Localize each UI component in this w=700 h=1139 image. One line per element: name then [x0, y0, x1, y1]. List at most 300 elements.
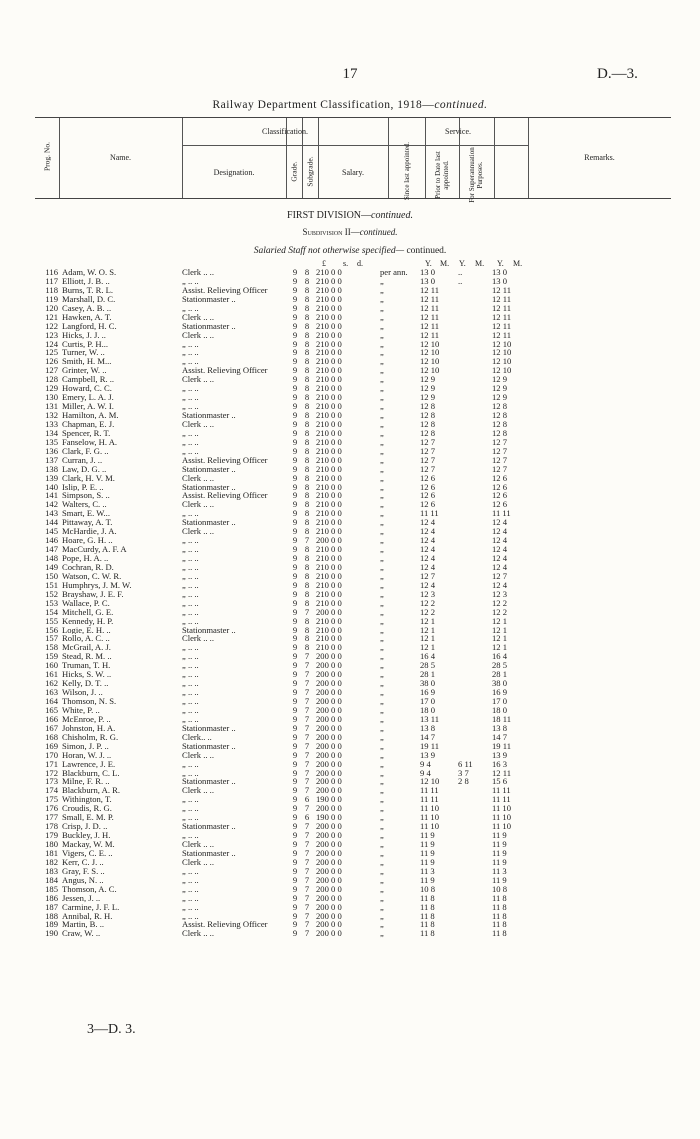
cell-designation: Clerk .. .. — [182, 634, 214, 644]
cell-service-superannuation: 12 7 — [492, 570, 508, 581]
cell-grade: 9 — [292, 892, 298, 903]
cell-designation: Assist. Relieving Officer — [182, 920, 268, 930]
cell-salary-period: „ — [380, 410, 384, 420]
cell-subgrade: 7 — [304, 758, 310, 769]
staff-heading — [0, 246, 700, 256]
cell-service-since-last: 12 7 — [420, 463, 436, 474]
cell-salary: 210 0 0 — [316, 311, 342, 322]
cell-grade: 9 — [292, 856, 298, 867]
cell-service-superannuation: 11 10 — [492, 803, 512, 814]
cell-designation: Stationmaster .. — [182, 518, 236, 528]
cell-name: Rollo, A. C. .. — [62, 634, 110, 644]
cell-salary: 200 0 0 — [316, 830, 342, 841]
cell-subgrade: 8 — [304, 544, 310, 555]
table-row — [0, 590, 700, 599]
cell-name: Pope, H. A. .. — [62, 554, 109, 563]
cell-prog-no: 156 — [45, 624, 58, 635]
cell-salary: 200 0 0 — [316, 687, 342, 698]
cell-designation: „ .. .. — [182, 446, 199, 456]
cell-prog-no: 125 — [45, 347, 58, 358]
cell-designation: „ .. .. — [182, 768, 199, 778]
cell-subgrade: 8 — [304, 383, 310, 394]
cell-name: Emery, L. A. J. — [62, 393, 114, 403]
cell-designation: „ .. .. — [182, 536, 199, 546]
cell-subgrade: 8 — [304, 338, 310, 349]
cell-prog-no: 167 — [45, 722, 58, 733]
cell-name: Small, E. M. P. — [62, 813, 114, 823]
cell-grade: 9 — [292, 445, 298, 456]
cell-designation: „ .. .. — [182, 580, 199, 590]
cell-name: Simon, J. P. .. — [62, 741, 109, 751]
cell-designation: Clerk .. .. — [182, 500, 214, 510]
cell-service-superannuation: 12 7 — [492, 463, 508, 474]
cell-name: Elliott, J. B. .. — [62, 276, 110, 286]
cell-designation: Assist. Relieving Officer — [182, 455, 268, 465]
cell-subgrade: 8 — [304, 320, 310, 331]
cell-service-superannuation: 11 8 — [492, 892, 507, 903]
cell-salary: 210 0 0 — [316, 472, 342, 483]
table-row — [0, 885, 700, 894]
cell-name: Curran, J. .. — [62, 455, 103, 465]
cell-service-since-last: 11 8 — [420, 892, 435, 903]
cell-subgrade: 7 — [304, 821, 310, 832]
table-row — [0, 786, 700, 795]
cell-salary: 210 0 0 — [316, 347, 342, 358]
cell-grade: 9 — [292, 928, 298, 939]
cell-salary: 190 0 0 — [316, 812, 342, 823]
cell-salary-period: „ — [380, 794, 384, 805]
cell-salary: 210 0 0 — [316, 267, 342, 277]
cell-salary-period: „ — [380, 454, 384, 465]
cell-designation: „ .. .. — [182, 866, 199, 876]
cell-salary-period: „ — [380, 338, 384, 349]
cell-service-since-last: 12 1 — [420, 615, 436, 626]
cell-service-since-last: 12 8 — [420, 401, 436, 412]
header-remarks: Remarks. — [584, 153, 615, 162]
cell-service-superannuation: 12 8 — [492, 401, 508, 412]
cell-prog-no: 135 — [45, 436, 58, 447]
cell-subgrade: 7 — [304, 749, 310, 760]
cell-name: Annibal, R. H. — [62, 911, 113, 921]
cell-designation: „ .. .. — [182, 670, 199, 680]
cell-service-since-last: 13 9 — [420, 749, 436, 760]
cell-service-superannuation: 12 4 — [492, 544, 508, 555]
cell-name: Kelly, D. T. .. — [62, 679, 109, 689]
cell-prog-no: 119 — [45, 293, 58, 304]
cell-name: Horan, W. J. .. — [62, 750, 112, 760]
cell-grade: 9 — [292, 499, 298, 510]
cell-designation: Stationmaster .. — [182, 464, 236, 474]
cell-salary-period: per ann. — [380, 267, 408, 277]
cell-name: Croudis, R. G. — [62, 804, 112, 814]
cell-salary-period: „ — [380, 499, 384, 510]
table-row — [0, 313, 700, 322]
page-number: 17 — [342, 66, 358, 82]
cell-prog-no: 177 — [45, 812, 58, 823]
cell-subgrade: 7 — [304, 678, 310, 689]
cell-prog-no: 163 — [45, 687, 58, 698]
cell-designation: „ .. .. — [182, 831, 199, 841]
cell-subgrade: 7 — [304, 767, 310, 778]
cell-grade: 9 — [292, 436, 298, 447]
cell-salary-period: „ — [380, 812, 384, 823]
cell-subgrade: 8 — [304, 267, 310, 277]
cell-service-superannuation: 12 11 — [492, 320, 512, 331]
cell-prog-no: 144 — [45, 517, 58, 528]
cell-name: Campbell, R. .. — [62, 375, 115, 385]
cell-designation: Stationmaster .. — [182, 482, 236, 492]
table-row — [0, 599, 700, 608]
table-row — [0, 688, 700, 697]
cell-subgrade: 8 — [304, 561, 310, 572]
cell-prog-no: 182 — [45, 856, 58, 867]
division-heading — [0, 210, 700, 221]
cell-prog-no: 175 — [45, 794, 58, 805]
cell-subgrade: 7 — [304, 803, 310, 814]
cell-salary-period: „ — [380, 302, 384, 313]
cell-service-since-last: 28 5 — [420, 660, 436, 671]
cell-name: Miller, A. W. I. — [62, 402, 114, 412]
cell-designation: „ .. .. — [182, 509, 199, 519]
cell-name: MacCurdy, A. F. A — [62, 545, 127, 555]
cell-service-superannuation: 11 9 — [492, 874, 507, 885]
cell-service-since-last: 12 4 — [420, 535, 436, 546]
cell-subgrade: 7 — [304, 892, 310, 903]
cell-salary-period: „ — [380, 374, 384, 385]
cell-name: Hoare, G. H. .. — [62, 536, 113, 546]
cell-subgrade: 8 — [304, 293, 310, 304]
cell-salary: 210 0 0 — [316, 597, 342, 608]
cell-salary-period: „ — [380, 311, 384, 322]
cell-service-superannuation: 11 9 — [492, 847, 507, 858]
table-row — [0, 295, 700, 304]
cell-name: Spencer, R. T. — [62, 428, 111, 438]
cell-salary: 210 0 0 — [316, 570, 342, 581]
cell-name: Withington, T. — [62, 795, 112, 805]
cell-subgrade: 8 — [304, 427, 310, 438]
cell-prog-no: 145 — [45, 526, 58, 537]
table-row — [0, 500, 700, 509]
cell-subgrade: 8 — [304, 284, 310, 295]
cell-service-superannuation: 38 0 — [492, 678, 508, 689]
cell-service-superannuation: 11 10 — [492, 812, 512, 823]
cell-grade: 9 — [292, 561, 298, 572]
cell-salary-period: „ — [380, 517, 384, 528]
header-salary: Salary. — [342, 168, 364, 177]
cell-service-superannuation: 12 11 — [492, 767, 512, 778]
cell-salary: 200 0 0 — [316, 901, 342, 912]
cell-grade: 9 — [292, 517, 298, 528]
cell-service-since-last: 16 9 — [420, 687, 436, 698]
cell-subgrade: 8 — [304, 347, 310, 358]
cell-name: Thomson, A. C. — [62, 884, 117, 894]
cell-prog-no: 155 — [45, 615, 58, 626]
cell-service-since-last: 11 8 — [420, 901, 435, 912]
cell-designation: „ .. .. — [182, 384, 199, 394]
cell-subgrade: 7 — [304, 910, 310, 921]
cell-service-superannuation: 11 9 — [492, 830, 507, 841]
cell-designation: „ .. .. — [182, 428, 199, 438]
cell-subgrade: 8 — [304, 499, 310, 510]
cell-subgrade: 7 — [304, 919, 310, 930]
unit-pound: £ — [322, 259, 326, 268]
cell-grade: 9 — [292, 418, 298, 429]
cell-grade: 9 — [292, 678, 298, 689]
table-row — [0, 634, 700, 643]
cell-salary-period: „ — [380, 865, 384, 876]
cell-name: Smith, H. M... — [62, 357, 112, 367]
cell-designation: „ .. .. — [182, 893, 199, 903]
cell-name: Thomson, N. S. — [62, 697, 117, 706]
cell-service-since-last: 11 9 — [420, 847, 435, 858]
cell-subgrade: 7 — [304, 883, 310, 894]
cell-salary: 210 0 0 — [316, 427, 342, 438]
cell-salary: 200 0 0 — [316, 839, 342, 849]
cell-name: Jessen, J. .. — [62, 893, 101, 903]
unit-months-since: M. — [440, 259, 450, 268]
cell-name: Clark, H. V. M. — [62, 473, 115, 483]
cell-service-since-last: 14 7 — [420, 731, 436, 742]
cell-service-superannuation: 12 9 — [492, 374, 508, 385]
cell-salary-period: „ — [380, 713, 384, 724]
cell-salary-period: „ — [380, 293, 384, 304]
cell-name: Hicks, J. J. .. — [62, 330, 106, 340]
cell-prog-no: 132 — [45, 410, 58, 420]
cell-grade: 9 — [292, 356, 298, 367]
cell-salary: 200 0 0 — [316, 535, 342, 546]
cell-service-superannuation: 16 9 — [492, 687, 508, 698]
cell-designation: Clerk .. .. — [182, 268, 214, 277]
cell-service-superannuation: 12 11 — [492, 329, 512, 340]
table-row — [0, 581, 700, 590]
cell-name: McHardie, J. A. — [62, 527, 117, 537]
document-id: D.—3. — [597, 66, 638, 82]
cell-designation: „ .. .. — [182, 276, 199, 286]
cell-salary: 210 0 0 — [316, 526, 342, 537]
cell-name: Chapman, E. J. — [62, 419, 115, 429]
table-row — [0, 331, 700, 340]
cell-salary: 210 0 0 — [316, 615, 342, 626]
cell-service-since-last: 11 11 — [420, 785, 439, 796]
cell-grade: 9 — [292, 329, 298, 340]
cell-service-since-last: 12 1 — [420, 642, 436, 653]
cell-service-since-last: 13 0 — [420, 267, 436, 277]
cell-designation: „ .. .. — [182, 357, 199, 367]
cell-grade: 9 — [292, 883, 298, 894]
unit-shillings: s. — [343, 259, 349, 268]
cell-subgrade: 7 — [304, 713, 310, 724]
cell-designation: „ .. .. — [182, 902, 199, 912]
cell-salary: 210 0 0 — [316, 544, 342, 555]
cell-salary: 210 0 0 — [316, 553, 342, 563]
table-row — [0, 652, 700, 661]
table-row — [0, 804, 700, 813]
cell-salary-period: „ — [380, 910, 384, 921]
cell-salary-period: „ — [380, 401, 384, 412]
cell-salary-period: „ — [380, 660, 384, 671]
cell-name: Truman, T. H. — [62, 661, 111, 671]
cell-service-superannuation: 13 8 — [492, 722, 508, 733]
cell-prog-no: 176 — [45, 803, 58, 814]
cell-service-superannuation: 12 6 — [492, 472, 508, 483]
cell-service-superannuation: 19 11 — [492, 740, 512, 751]
cell-service-since-last: 28 1 — [420, 669, 436, 680]
cell-service-superannuation: 14 7 — [492, 731, 508, 742]
cell-designation: Clerk .. .. — [182, 750, 214, 760]
cell-prog-no: 140 — [45, 481, 58, 492]
cell-salary: 210 0 0 — [316, 490, 342, 501]
cell-prog-no: 174 — [45, 785, 58, 796]
cell-name: Gray, F. S. .. — [62, 866, 105, 876]
cell-grade: 9 — [292, 704, 298, 715]
table-row — [0, 384, 700, 393]
cell-designation: „ .. .. — [182, 804, 199, 814]
staff-table — [0, 268, 700, 938]
cell-service-superannuation: 12 10 — [492, 356, 512, 367]
cell-service-superannuation: 12 11 — [492, 293, 512, 304]
cell-subgrade: 8 — [304, 517, 310, 528]
cell-prog-no: 181 — [45, 847, 58, 858]
cell-grade: 9 — [292, 490, 298, 501]
table-row — [0, 670, 700, 679]
cell-subgrade: 7 — [304, 928, 310, 939]
cell-service-superannuation: 12 9 — [492, 383, 508, 394]
cell-designation: Clerk .. .. — [182, 330, 214, 340]
page-title — [0, 99, 700, 111]
cell-prog-no: 150 — [45, 570, 58, 581]
cell-salary-period: „ — [380, 892, 384, 903]
cell-name: Grinter, W. .. — [62, 366, 107, 376]
cell-salary: 210 0 0 — [316, 410, 342, 420]
cell-grade: 9 — [292, 794, 298, 805]
cell-prog-no: 162 — [45, 678, 58, 689]
cell-designation: „ .. .. — [182, 402, 199, 412]
cell-designation: „ .. .. — [182, 616, 199, 626]
cell-service-superannuation: 16 4 — [492, 651, 508, 662]
cell-salary-period: „ — [380, 839, 384, 849]
cell-salary-period: „ — [380, 847, 384, 858]
cell-prog-no: 164 — [45, 696, 58, 706]
cell-grade: 9 — [292, 919, 298, 930]
cell-name: Mitchell, G. E. — [62, 607, 114, 617]
staff-continued: continued. — [404, 246, 447, 256]
cell-salary-period: „ — [380, 544, 384, 555]
cell-prog-no: 121 — [45, 311, 58, 322]
cell-subgrade: 8 — [304, 570, 310, 581]
cell-grade: 9 — [292, 472, 298, 483]
table-row — [0, 366, 700, 375]
cell-service-since-last: 12 4 — [420, 561, 436, 572]
unit-years-since: Y. — [425, 259, 432, 268]
cell-service-since-last: 38 0 — [420, 678, 436, 689]
cell-service-since-last: 12 6 — [420, 499, 436, 510]
cell-service-superannuation: 12 11 — [492, 284, 512, 295]
cell-designation: Stationmaster .. — [182, 741, 236, 751]
cell-service-superannuation: 11 9 — [492, 856, 507, 867]
cell-salary-period: „ — [380, 561, 384, 572]
cell-name: Adam, W. O. S. — [62, 268, 117, 277]
cell-grade: 9 — [292, 740, 298, 751]
cell-salary: 200 0 0 — [316, 803, 342, 814]
cell-service-since-last: 12 6 — [420, 472, 436, 483]
cell-name: Brayshaw, J. E. F. — [62, 589, 124, 599]
cell-salary: 200 0 0 — [316, 660, 342, 671]
table-row — [0, 536, 700, 545]
cell-salary: 200 0 0 — [316, 883, 342, 894]
table-row — [0, 679, 700, 688]
cell-prog-no: 179 — [45, 830, 58, 841]
cell-salary: 210 0 0 — [316, 624, 342, 635]
table-row — [0, 456, 700, 465]
cell-service-since-last: 12 11 — [420, 284, 440, 295]
cell-grade: 9 — [292, 722, 298, 733]
cell-name: Carmine, J. F. L. — [62, 902, 120, 912]
cell-subgrade: 8 — [304, 445, 310, 456]
cell-service-superannuation: 12 4 — [492, 561, 508, 572]
table-row — [0, 822, 700, 831]
cell-prog-no: 172 — [45, 767, 58, 778]
cell-service-since-last: 12 11 — [420, 302, 440, 313]
cell-prog-no: 122 — [45, 320, 58, 331]
footer-signature: 3—D. 3. — [87, 1022, 136, 1037]
cell-salary: 200 0 0 — [316, 740, 342, 751]
cell-subgrade: 8 — [304, 481, 310, 492]
cell-prog-no: 129 — [45, 383, 58, 394]
cell-service-since-last: 12 9 — [420, 383, 436, 394]
cell-grade: 9 — [292, 338, 298, 349]
cell-subgrade: 8 — [304, 302, 310, 313]
cell-grade: 9 — [292, 481, 298, 492]
cell-service-since-last: 12 6 — [420, 481, 436, 492]
cell-service-since-last: 12 9 — [420, 374, 436, 385]
cell-salary: 210 0 0 — [316, 293, 342, 304]
cell-designation: Clerk .. .. — [182, 840, 214, 849]
cell-salary: 210 0 0 — [316, 561, 342, 572]
cell-prog-no: 136 — [45, 445, 58, 456]
cell-salary-period: „ — [380, 445, 384, 456]
cell-grade: 9 — [292, 588, 298, 599]
cell-prog-no: 165 — [45, 704, 58, 715]
cell-name: Kerr, C. J. .. — [62, 857, 104, 867]
cell-grade: 9 — [292, 642, 298, 653]
table-row — [0, 420, 700, 429]
cell-name: McEnroe, P. .. — [62, 714, 111, 724]
cell-prog-no: 118 — [45, 284, 58, 295]
cell-grade: 9 — [292, 651, 298, 662]
cell-salary-period: „ — [380, 856, 384, 867]
cell-service-superannuation: 12 6 — [492, 481, 508, 492]
table-row — [0, 840, 700, 849]
cell-designation: Assist. Relieving Officer — [182, 491, 268, 501]
cell-subgrade: 8 — [304, 329, 310, 340]
cell-salary-period: „ — [380, 526, 384, 537]
header-grade: Grade. — [289, 161, 299, 182]
cell-designation: Stationmaster .. — [182, 411, 236, 420]
cell-service-superannuation: 13 9 — [492, 749, 508, 760]
cell-salary-period: „ — [380, 320, 384, 331]
cell-prog-no: 152 — [45, 588, 58, 599]
cell-name: Wallace, P. C. — [62, 598, 110, 608]
cell-subgrade: 8 — [304, 624, 310, 635]
cell-service-since-last: 11 9 — [420, 874, 435, 885]
cell-subgrade: 8 — [304, 454, 310, 465]
cell-salary-period: „ — [380, 740, 384, 751]
cell-prog-no: 187 — [45, 901, 58, 912]
cell-salary-period: „ — [380, 329, 384, 340]
cell-name: Blackburn, C. L. — [62, 768, 120, 778]
cell-prog-no: 134 — [45, 427, 58, 438]
table-row — [0, 894, 700, 903]
